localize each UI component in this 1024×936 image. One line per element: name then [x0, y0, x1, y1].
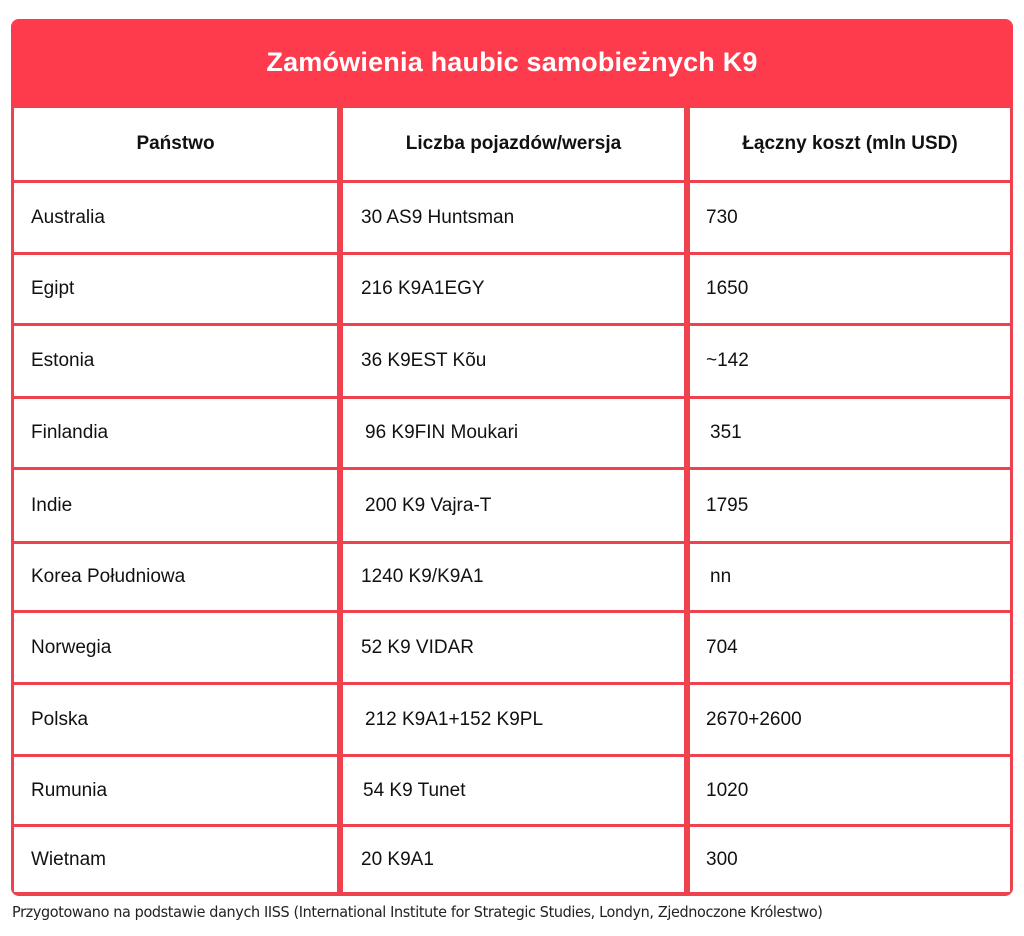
- cell-vehicles: 20 K9A1: [343, 827, 684, 892]
- table-row: [14, 470, 1010, 541]
- cell-country: Australia: [14, 183, 337, 252]
- cell-cost: 730: [690, 183, 1010, 252]
- cell-cost: 300: [690, 827, 1010, 892]
- cell-country: Wietnam: [14, 827, 337, 892]
- table-row: [14, 183, 1010, 252]
- cell-vehicles: 212 K9A1+152 K9PL: [343, 685, 684, 754]
- table-row: [14, 399, 1010, 467]
- source-note: Przygotowano na podstawie danych IISS (International Institute for Strategic Studies, Londyn, Zjednoczone Królestwo): [12, 903, 823, 921]
- cell-cost: 2670+2600: [690, 685, 1010, 754]
- cell-cost: 1650: [690, 255, 1010, 323]
- cell-cost: ~142: [690, 326, 1010, 396]
- table-title: Zamówienia haubic samobieżnych K9: [266, 46, 758, 77]
- table-grid: [14, 108, 1010, 893]
- table-row: [14, 757, 1010, 824]
- cell-country: Egipt: [14, 255, 337, 323]
- cell-vehicles: 30 AS9 Huntsman: [343, 183, 684, 252]
- cell-country: Rumunia: [14, 757, 337, 824]
- cell-country: Indie: [14, 470, 337, 541]
- column-header-cost: Łączny koszt (mln USD): [690, 108, 1010, 180]
- table-title-band: [11, 19, 1013, 105]
- table-row: [14, 544, 1010, 610]
- cell-vehicles: 1240 K9/K9A1: [343, 544, 684, 610]
- orders-table: [11, 19, 1013, 896]
- cell-cost: 1020: [690, 757, 1010, 824]
- column-header-vehicles: Liczba pojazdów/wersja: [343, 108, 684, 180]
- cell-cost: 704: [690, 613, 1010, 682]
- cell-country: Polska: [14, 685, 337, 754]
- cell-country: Estonia: [14, 326, 337, 396]
- cell-vehicles: 36 K9EST Kõu: [343, 326, 684, 396]
- cell-vehicles: 216 K9A1EGY: [343, 255, 684, 323]
- cell-vehicles: 54 K9 Tunet: [343, 757, 684, 824]
- table-row: [14, 255, 1010, 323]
- cell-country: Norwegia: [14, 613, 337, 682]
- cell-cost: 1795: [690, 470, 1010, 541]
- cell-country: Finlandia: [14, 399, 337, 467]
- cell-vehicles: 96 K9FIN Moukari: [343, 399, 684, 467]
- cell-vehicles: 52 K9 VIDAR: [343, 613, 684, 682]
- cell-country: Korea Południowa: [14, 544, 337, 610]
- table-row: [14, 326, 1010, 396]
- table-row: [14, 827, 1010, 892]
- cell-vehicles: 200 K9 Vajra-T: [343, 470, 684, 541]
- table-header-row: [14, 108, 1010, 180]
- table-row: [14, 685, 1010, 754]
- cell-cost: 351: [690, 399, 1010, 467]
- column-header-country: Państwo: [14, 108, 337, 180]
- table-row: [14, 613, 1010, 682]
- cell-cost: nn: [690, 544, 1010, 610]
